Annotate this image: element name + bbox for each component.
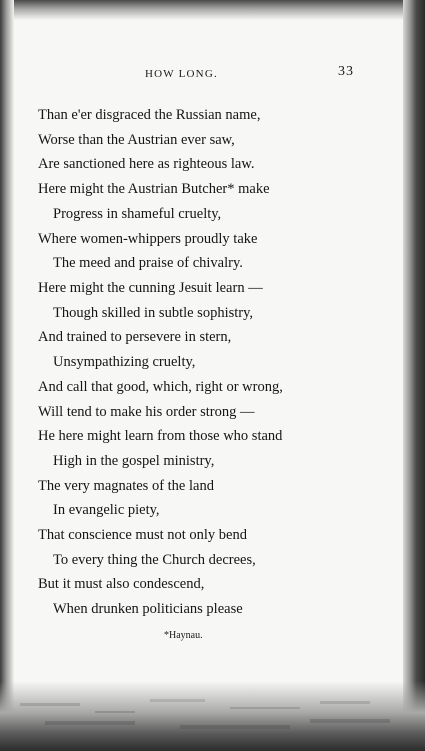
poem-line: Here might the cunning Jesuit learn —	[38, 280, 263, 296]
poem-line: Will tend to make his order strong —	[38, 404, 255, 420]
page-header	[0, 64, 425, 86]
poem-line: Worse than the Austrian ever saw,	[38, 132, 235, 148]
poem-line: And call that good, which, right or wrong,	[38, 379, 283, 395]
poem-line: Progress in shameful cruelty,	[53, 206, 222, 222]
poem-line: Are sanctioned here as righteous law.	[38, 156, 255, 172]
poem-line: Unsympathizing cruelty,	[53, 354, 196, 370]
poem-line: Though skilled in subtle sophistry,	[53, 305, 254, 321]
poem-line: When drunken politicians please	[53, 601, 243, 617]
poem-line: Than e'er disgraced the Russian name,	[38, 107, 261, 123]
scan-top-shadow	[0, 0, 425, 20]
scan-noise	[0, 681, 425, 751]
poem-line: In evangelic piety,	[53, 502, 160, 518]
footnote: *Haynau.	[164, 630, 203, 641]
poem-line: Here might the Austrian Butcher* make	[38, 181, 270, 197]
poem-line: But it must also condescend,	[38, 576, 205, 592]
poem-line: The very magnates of the land	[38, 478, 214, 494]
poem-line: The meed and praise of chivalry.	[53, 255, 243, 271]
running-head: HOW LONG.	[145, 68, 218, 80]
poem-line: High in the gospel ministry,	[53, 453, 215, 469]
poem-line: That conscience must not only bend	[38, 527, 247, 543]
poem-line: To every thing the Church decrees,	[53, 552, 256, 568]
book-spine-edge	[403, 0, 425, 751]
scan-left-shadow	[0, 0, 14, 751]
poem-line: Where women-whippers proudly take	[38, 231, 258, 247]
page-number: 33	[338, 64, 354, 79]
poem-line: And trained to persevere in stern,	[38, 329, 232, 345]
poem-line: He here might learn from those who stand	[38, 428, 283, 444]
